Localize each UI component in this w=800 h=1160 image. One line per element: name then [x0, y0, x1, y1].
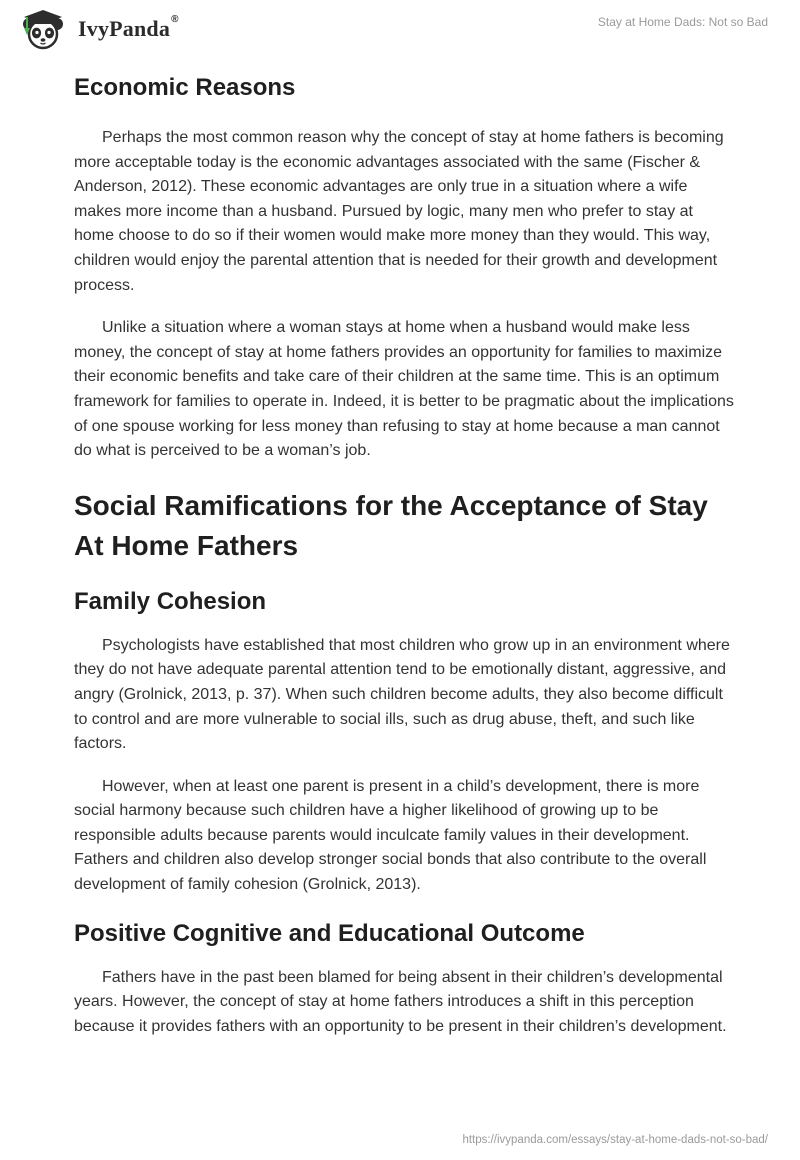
- logo-wordmark: IvyPanda®: [78, 14, 179, 41]
- registered-mark: ®: [171, 14, 179, 25]
- source-url[interactable]: https://ivypanda.com/essays/stay-at-home-dads-not-so-bad/: [462, 1134, 768, 1146]
- heading-social-ramifications: Social Ramifications for the Acceptance of Stay At Home Fathers: [74, 489, 708, 561]
- paragraph-cohesion-1: Psychologists have established that most children who grow up in an environment where they do not have adequate parental attention tend to be emotionally distant, aggressive, and angry (Grolnick, 2013, p. 37). When such children become adults, they also become difficult to control and are more vulnerable to social ills, such as drug abuse, theft, and such like factors.: [74, 636, 730, 753]
- heading-cognitive-outcome: Positive Cognitive and Educational Outcome: [74, 919, 585, 947]
- panda-graduate-icon: [14, 8, 72, 50]
- paragraph-cognitive-1: Fathers have in the past been blamed for being absent in their children’s developmental years. However, the concept of stay at home fathers introduces a shift in this perception because it provides fathers with an opportunity to be present in their children’s development.: [74, 968, 727, 1035]
- heading-economic-reasons: Economic Reasons: [74, 74, 296, 101]
- page-header: [0, 0, 800, 58]
- ivypanda-logo[interactable]: [14, 8, 179, 50]
- paragraph-cohesion-2: However, when at least one parent is present in a child’s development, there is more social harmony because such children have a higher likelihood of growing up to be responsible adults because parents would inculcate family values in their development. Fathers and children also develop stronger social bonds that also contribute to the overall development of family cohesion (Grolnick, 2013).: [74, 777, 707, 894]
- document-title: Stay at Home Dads: Not so Bad: [597, 15, 768, 29]
- essay-content: [74, 72, 734, 1039]
- paragraph-economic-2: Unlike a situation where a woman stays at home when a husband would make less money, the concept of stay at home fathers provides an opportunity for families to maximize their economic benefits and take care of their children at the same time. This is an optimum framework for families to operate in. Indeed, it is better to be pragmatic about the implications of one spouse working for less money than refusing to stay at home because a man cannot do what is perceived to be a woman’s job.: [74, 319, 734, 460]
- heading-family-cohesion: Family Cohesion: [74, 587, 267, 615]
- paragraph-economic-1: Perhaps the most common reason why the concept of stay at home fathers is becoming more acceptable today is the economic advantages associated with the same (Fischer & Anderson, 2012). These economic advantages are only true in a situation where a wife makes more income than a husband. Pursued by logic, many men who prefer to stay at home choose to do so if their women would make more money than they would. This way, children would enjoy the parental attention that is needed for their growth and development process.: [74, 129, 724, 294]
